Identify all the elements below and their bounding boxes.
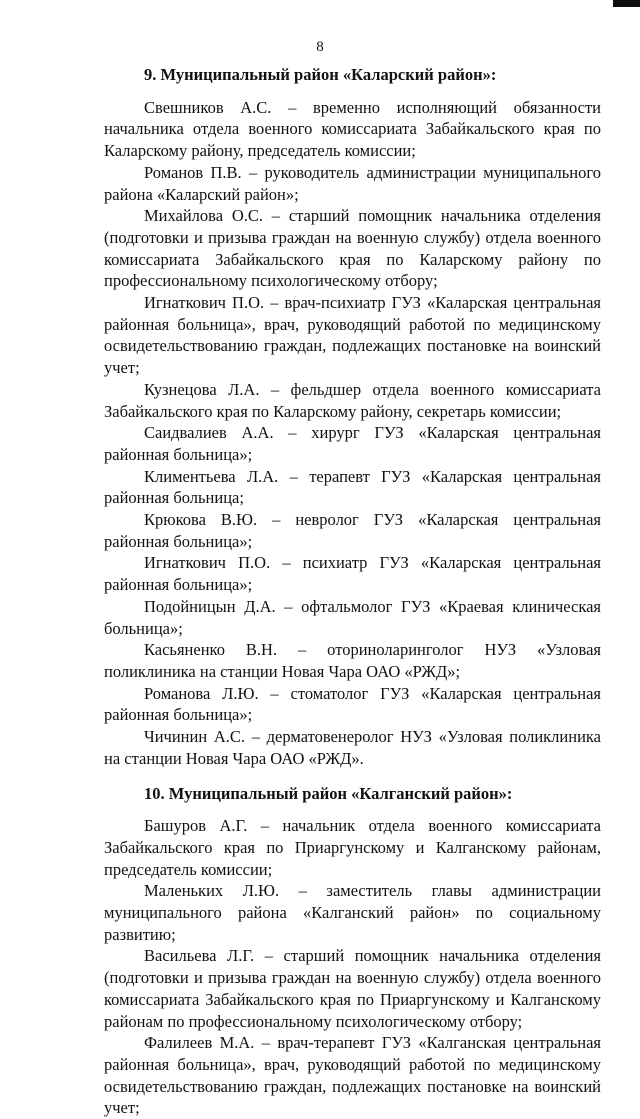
list-item: Климентьева Л.А. – терапевт ГУЗ «Каларская центральная районная больница;	[104, 466, 601, 508]
list-item: Саидвалиев А.А. – хирург ГУЗ «Каларская центральная районная больница»;	[104, 423, 601, 464]
list-item: Романова Л.Ю. – стоматолог ГУЗ «Каларская центральная районная больница»;	[104, 683, 601, 725]
page-number: 8	[316, 39, 324, 55]
list-item: Игнаткович П.О. – врач-психиатр ГУЗ «Каларская центральная районная больница», врач, руководящий работой по медицинскому освидетельствованию граждан, подлежащих постановке на воинский учет;	[104, 293, 601, 378]
section-heading-kalgansky: 10. Муниципальный район «Калганский район»:	[144, 783, 513, 803]
list-item: Михайлова О.С. – старший помощник начальника отделения (подготовки и призыва граждан на военную службу) отдела военного комиссариата Забайкальского края по Каларскому району по профессиональному психологическому отбору;	[104, 206, 601, 291]
list-item: Подойницын Д.А. – офтальмолог ГУЗ «Краевая клиническая больница»;	[104, 596, 601, 638]
list-item: Фалилеев М.А. – врач-терапевт ГУЗ «Калганская центральная районная больница», врач, руководящий работой по медицинскому освидетельствованию граждан, подлежащих постановке на воинский учет;	[104, 1033, 601, 1118]
list-item: Чичинин А.С. – дерматовенеролог НУЗ «Узловая поликлиника на станции Новая Чара ОАО «РЖД».	[104, 727, 601, 768]
list-item: Башуров А.Г. – начальник отдела военного комиссариата Забайкальского края по Приаргунскому и Калганскому районам, председатель комиссии;	[104, 816, 601, 879]
list-item: Кузнецова Л.А. – фельдшер отдела военного комиссариата Забайкальского края по Каларскому району, секретарь комиссии;	[104, 379, 601, 421]
list-item: Игнаткович П.О. – психиатр ГУЗ «Каларская центральная районная больница»;	[104, 553, 601, 595]
list-item: Крюкова В.Ю. – невролог ГУЗ «Каларская центральная районная больница»;	[104, 510, 601, 551]
scan-corner-mark	[613, 0, 640, 7]
list-item: Васильева Л.Г. – старший помощник начальника отделения (подготовки и призыва граждан на военную службу) отдела военного комиссариата Забайкальского края по Приаргунскому и Калганскому районам по профессиональному психологическому отбору;	[104, 946, 601, 1031]
list-item: Маленьких Л.Ю. – заместитель главы администрации муниципального района «Калганский район» по социальному развитию;	[104, 881, 601, 944]
list-item: Касьяненко В.Н. – оториноларинголог НУЗ «Узловая поликлиника на станции Новая Чара ОАО «РЖД»;	[104, 640, 601, 681]
list-item: Романов П.В. – руководитель администрации муниципального района «Каларский район»;	[104, 162, 601, 204]
list-item: Свешников А.С. – временно исполняющий обязанности начальника отдела военного комиссариата Забайкальского края по Каларскому району, председатель комиссии;	[104, 97, 601, 161]
document-body	[104, 64, 601, 1119]
section-heading-kalarsky: 9. Муниципальный район «Каларский район»:	[144, 65, 497, 84]
